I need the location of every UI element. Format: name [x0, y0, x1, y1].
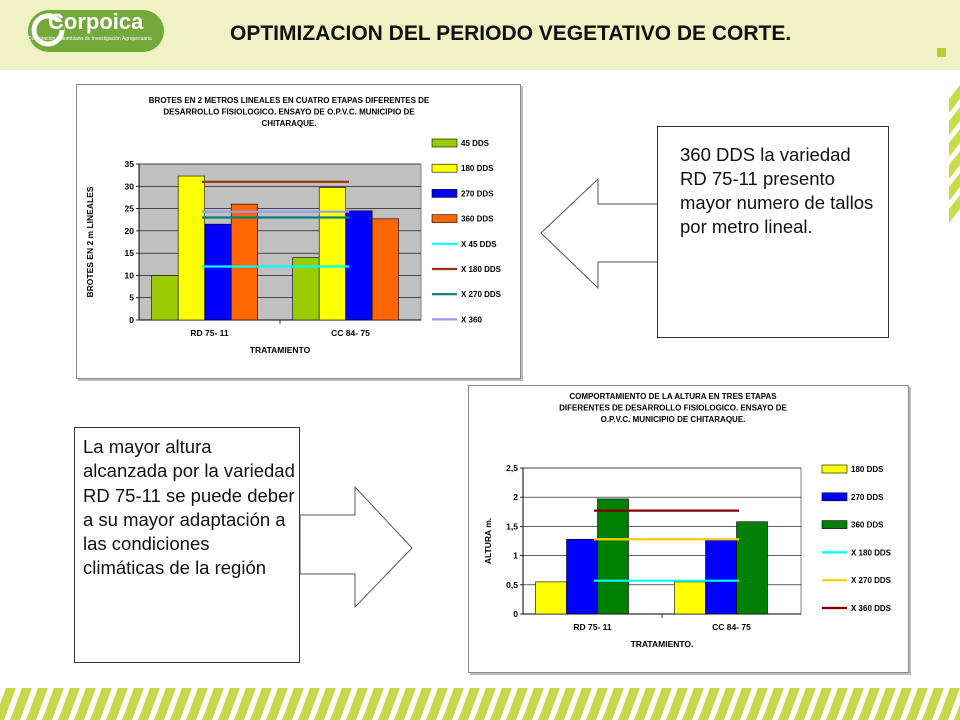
bar [706, 539, 737, 614]
chart-title: DESARROLLO FISIOLOGICO. ENSAYO DE O.P.V.C. MUNICIPIO DE [163, 107, 415, 117]
y-tick-label: 35 [124, 159, 134, 169]
legend-label: 180 DDS [461, 164, 494, 174]
y-tick-label: 2,5 [506, 463, 518, 473]
decorative-bottom-stripes [0, 688, 960, 720]
y-tick-label: 30 [124, 181, 134, 192]
legend-label: 360 DDS [851, 520, 884, 530]
legend-label: X 360 DDS [851, 604, 892, 613]
legend-label: 270 DDS [851, 492, 884, 502]
y-tick-label: 0 [513, 609, 518, 619]
callout-text: 360 DDS la variedad RD 75-11 presento mayor numero de tallos por metro lineal. [680, 144, 874, 237]
callout-text: La mayor altura alcanzada por la variedad RD 75-11 se puede deber a su mayor adaptación a las condiciones climáticas de la región [83, 436, 295, 579]
chart-brotes-frame [76, 84, 521, 379]
x-tick-label: CC 84- 75 [331, 328, 370, 338]
x-tick-label: RD 75- 11 [190, 328, 229, 338]
bar [737, 522, 768, 614]
legend-label: X 360 [461, 315, 482, 325]
y-tick-label: 1,5 [506, 521, 518, 532]
legend-swatch [432, 139, 457, 147]
chart-altura [469, 386, 908, 672]
bar [372, 219, 399, 320]
bar [536, 582, 567, 614]
chart-brotes [77, 85, 520, 378]
chart-altura-frame [468, 385, 909, 673]
right-pointing-arrow [300, 487, 412, 607]
legend-label: 270 DDS [461, 189, 494, 199]
legend-swatch [432, 164, 457, 172]
y-tick-label: 10 [124, 270, 134, 281]
chart-title: DIFERENTES DE DESARROLLO FISIOLOGICO. ENSAYO DE [559, 403, 787, 413]
legend-label: X 45 DDS [461, 239, 497, 249]
legend-label: X 180 DDS [461, 265, 502, 274]
y-tick-label: 5 [129, 292, 134, 303]
y-tick-label: 15 [124, 248, 134, 259]
legend-label: 360 DDS [461, 214, 494, 224]
bar [675, 582, 706, 614]
callout-text-box-right [657, 126, 889, 338]
legend-swatch [822, 493, 847, 501]
bar [567, 539, 598, 614]
chart-title: CHITARAQUE. [261, 119, 317, 128]
bar [231, 204, 258, 320]
logo-text: Corpoica [48, 9, 144, 34]
callout-text-box-left [74, 427, 300, 663]
bar [152, 275, 179, 320]
x-tick-label: CC 84- 75 [712, 622, 751, 632]
legend-label: X 180 DDS [851, 548, 892, 558]
chart-title: COMPORTAMIENTO DE LA ALTURA EN TRES ETAPAS [569, 392, 777, 401]
bar [205, 224, 232, 320]
bar [319, 188, 346, 320]
accent-square [937, 48, 946, 57]
left-pointing-arrow [541, 179, 658, 288]
decorative-right-stripes [935, 85, 960, 225]
legend-label: X 270 DDS [461, 290, 502, 300]
bar [346, 211, 373, 320]
y-tick-label: 20 [124, 225, 134, 236]
legend-swatch [432, 215, 457, 223]
y-tick-label: 25 [124, 203, 134, 214]
legend-label: 180 DDS [851, 465, 884, 474]
chart-title: BROTES EN 2 METROS LINEALES EN CUATRO ETAPAS DIFERENTES DE [148, 96, 430, 105]
legend-label: X 270 DDS [851, 576, 892, 586]
x-axis-label: TRATAMIENTO [249, 345, 311, 355]
chart-title: O.P.V.C. MUNICIPIO DE CHITARAQUE. [600, 415, 746, 424]
page-title: OPTIMIZACION DEL PERIODO VEGETATIVO DE CORTE. [230, 22, 792, 45]
legend-swatch [432, 189, 457, 197]
legend-swatch [822, 521, 847, 529]
y-tick-label: 0,5 [506, 579, 518, 590]
legend-swatch [822, 465, 847, 473]
x-axis-label: TRATAMIENTO. [630, 639, 694, 649]
y-tick-label: 2 [513, 492, 518, 503]
bar [178, 176, 205, 320]
y-axis-label: BROTES EN 2 m LINEALES [85, 186, 95, 298]
logo-subtitle: Corporación Colombiana de Investigación Agropecuaria [28, 36, 152, 42]
bar [598, 499, 629, 614]
y-axis-label: ALTURA m. [483, 517, 493, 565]
x-tick-label: RD 75- 11 [573, 622, 612, 632]
legend-label: 45 DDS [461, 139, 490, 148]
y-tick-label: 0 [129, 315, 134, 325]
y-tick-label: 1 [513, 550, 518, 561]
